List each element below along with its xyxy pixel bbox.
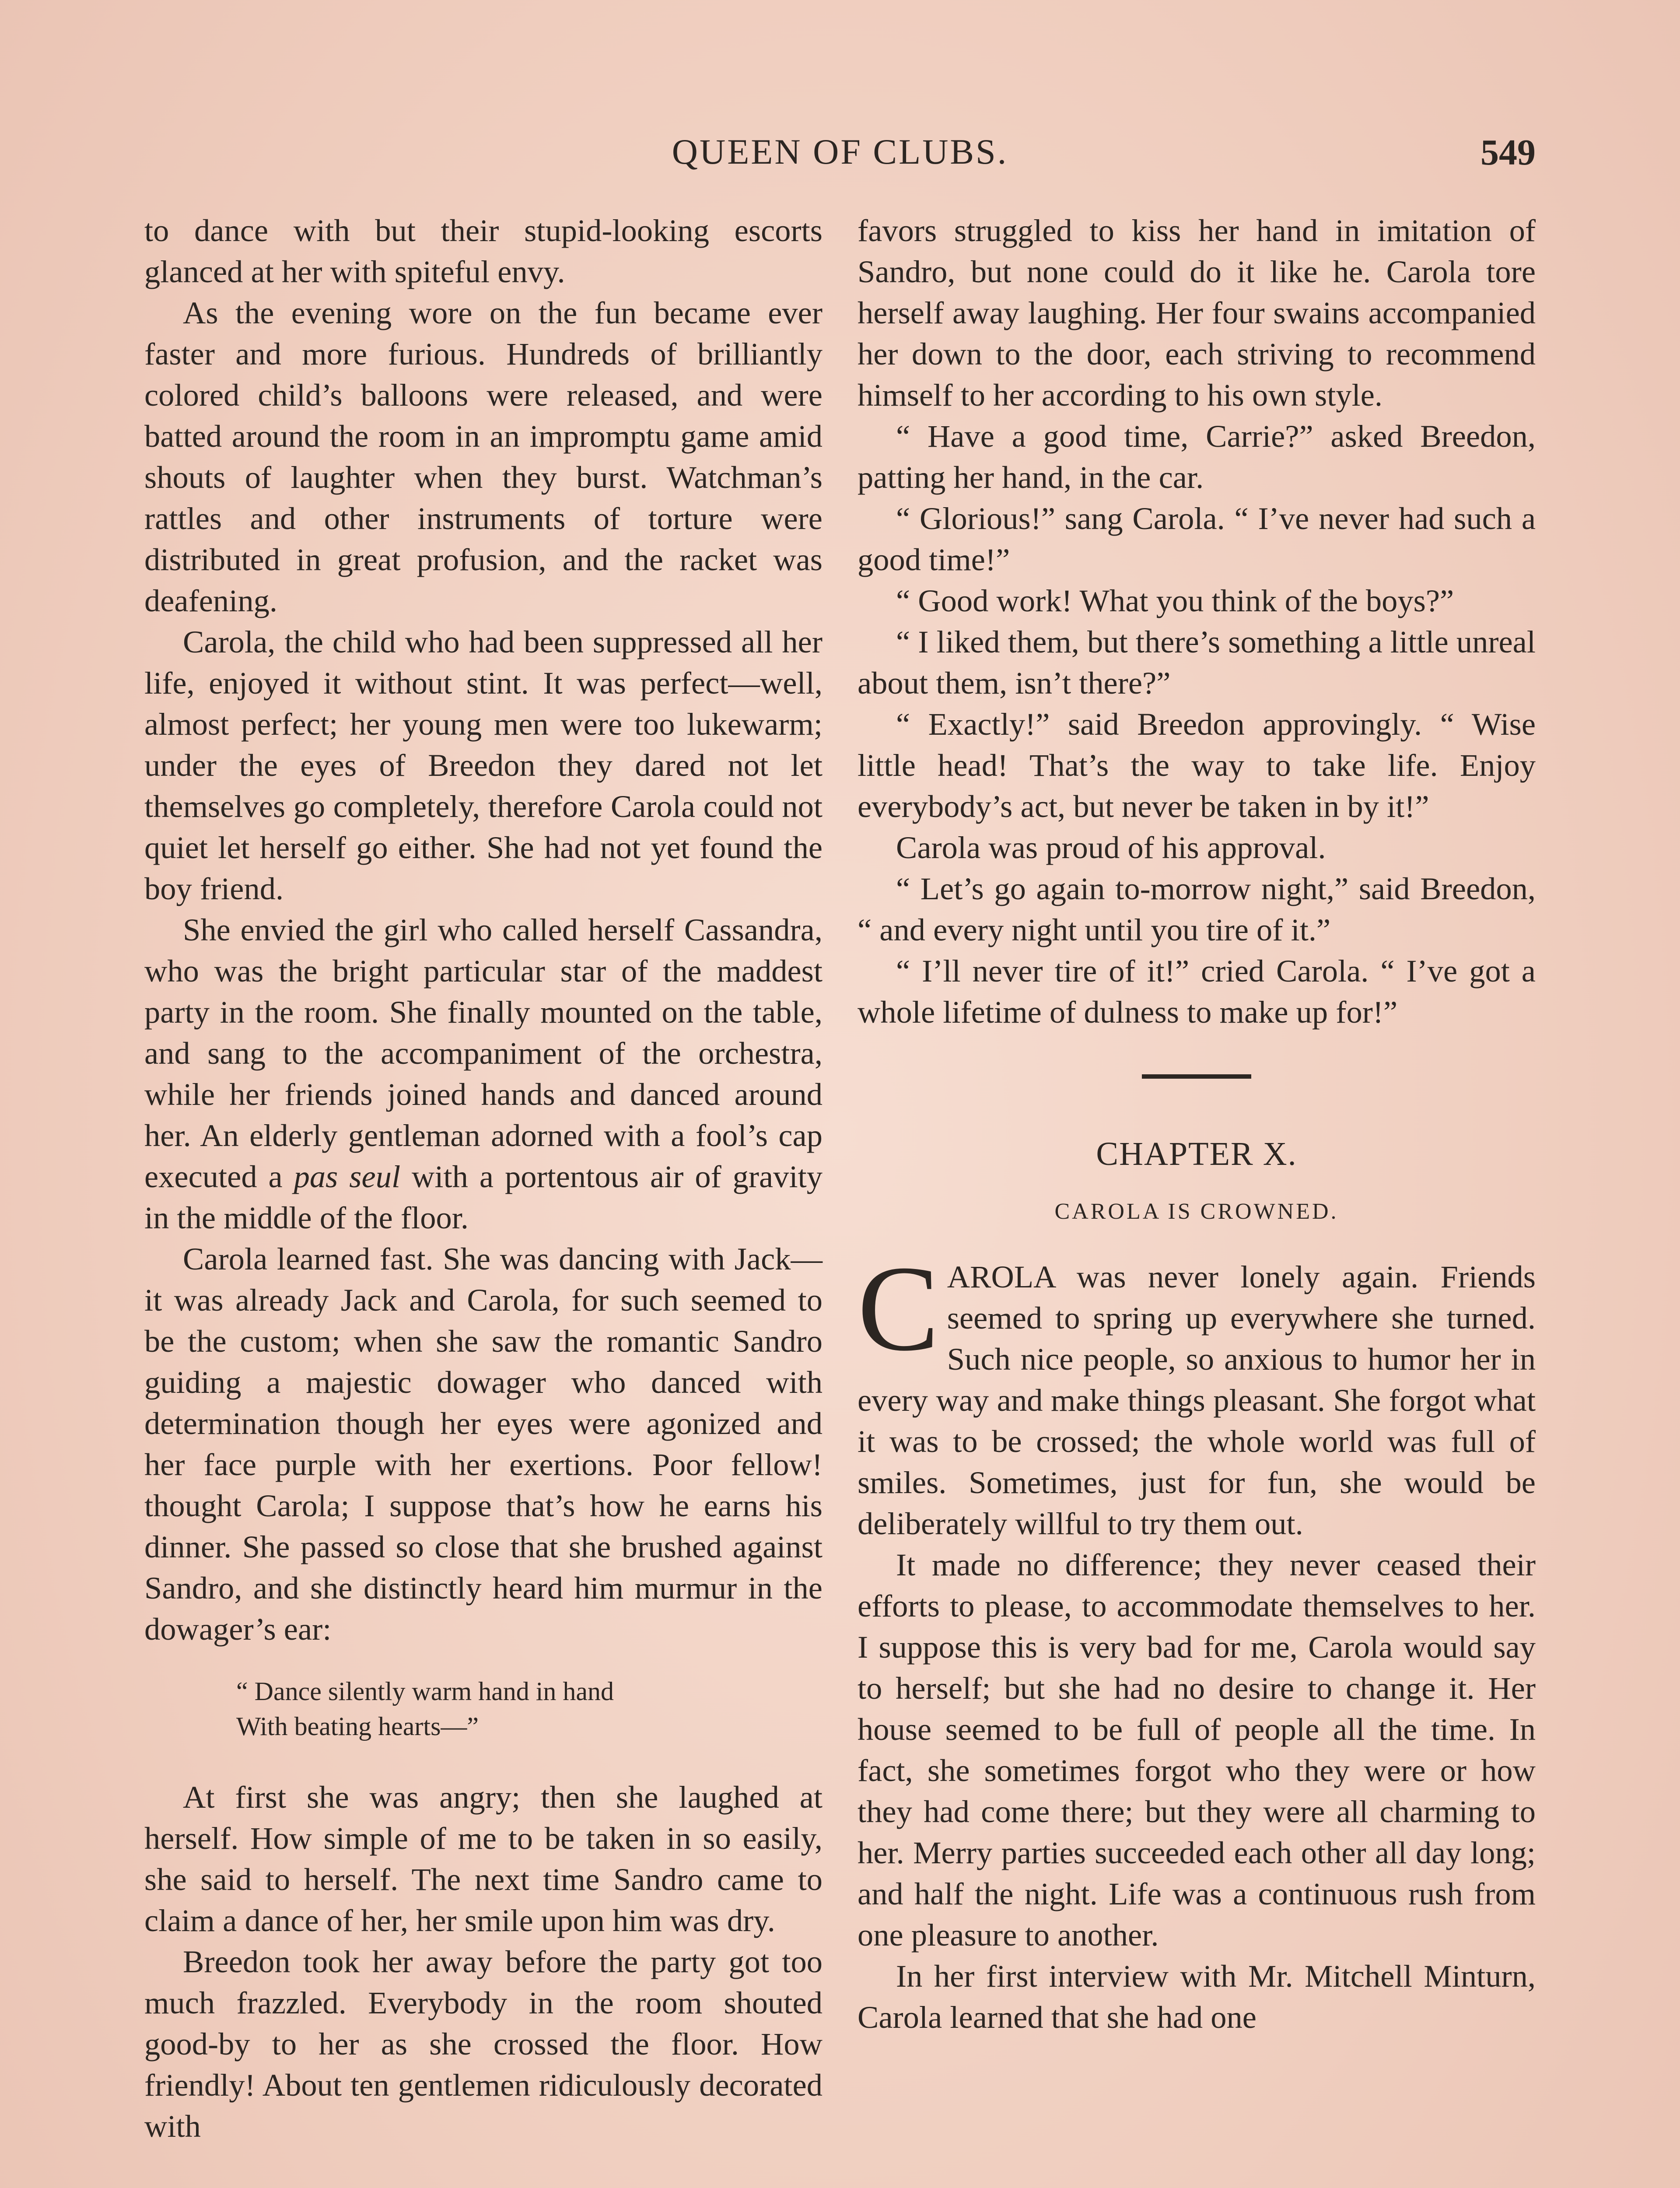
paragraph: “ Have a good time, Carrie?” asked Breedon, patting her hand, in the car. — [858, 418, 1536, 495]
left-column — [144, 210, 822, 2147]
page-number: 549 — [1480, 132, 1536, 173]
paragraph: “ Glorious!” sang Carola. “ I’ve never had such a good time!” — [858, 501, 1536, 577]
paragraph-text: She envied the girl who called herself Cassandra, who was the bright particular star of the maddest party in the room. She finally mounted on the table, and sang to the accompaniment of the orchestra, while her friends joined hands and danced around her. An elderly gentleman adorned with a fool’s cap executed a — [144, 912, 822, 1194]
chapter-opening-paragraph — [858, 1240, 1536, 1544]
paragraph-text: with a portentous air of gravity in the middle of the floor. — [144, 1159, 823, 1235]
paragraph: “ Exactly!” said Breedon approvingly. “ Wise little head! That’s the way to take life. Enjoy everybody’s act, but never be taken in by it!” — [858, 706, 1536, 824]
chapter-title: CHAPTER X. — [1096, 1136, 1297, 1172]
section-divider — [1142, 1074, 1251, 1079]
paragraph: At first she was angry; then she laughed at herself. How simple of me to be taken in so easily, she said to herself. The next time Sandro came to claim a dance of her, her smile upon him was dry. — [144, 1779, 822, 1938]
paragraph: Breedon took her away before the party got too much frazzled. Everybody in the room shouted good-by to her as she crossed the floor. How friendly! About ten gentlemen ridiculously decorated with — [144, 1944, 822, 2144]
verse-quote — [236, 1674, 822, 1744]
paragraph: In her first interview with Mr. Mitchell Minturn, Carola learned that she had one — [858, 1958, 1536, 2035]
small-caps-word: AROLA — [947, 1259, 1055, 1294]
running-title: QUEEN OF CLUBS. — [672, 132, 1008, 172]
paragraph: “ I liked them, but there’s something a little unreal about them, isn’t there?” — [858, 624, 1536, 701]
italic-phrase: pas seul — [294, 1159, 401, 1194]
paragraph: “ Let’s go again to-morrow night,” said Breedon, “ and every night until you tire of it.” — [858, 871, 1536, 947]
paragraph: Carola was proud of his approval. — [896, 830, 1326, 865]
chapter-subtitle: CAROLA IS CROWNED. — [1054, 1199, 1339, 1224]
paragraph: Carola, the child who had been suppressed all her life, enjoyed it without stint. It was perfect—well, almost perfect; her young men were too lukewarm; under the eyes of Breedon they dared not let themselves go completely, therefore Carola could not quiet let herself go either. She had not yet found the boy friend. — [144, 624, 822, 906]
paragraph — [144, 909, 822, 1238]
drop-cap: C — [858, 1240, 939, 1376]
paragraph: to dance with but their stupid-looking escorts glanced at her with spiteful envy. — [144, 213, 822, 289]
verse-line: “ Dance silently warm hand in hand — [236, 1677, 614, 1706]
paragraph: Carola learned fast. She was dancing with Jack—it was already Jack and Carola, for such seemed to be the custom; when she saw the romantic Sandro guiding a majestic dowager who danced with determination though her eyes were agonized and her face purple with her exertions. Poor fellow! thought Carola; I suppose that’s how he earns his dinner. She passed so close that she brushed against Sandro, and she distinctly heard him murmur in the dowager’s ear: — [144, 1241, 822, 1647]
paragraph: “ I’ll never tire of it!” cried Carola. “ I’ve got a whole lifetime of dulness to make up for!” — [858, 953, 1536, 1030]
paragraph: As the evening wore on the fun became ever faster and more furious. Hundreds of brilliantly colored child’s balloons were released, and were batted around the room in an impromptu game amid shouts of laughter when they burst. Watchman’s rattles and other instruments of torture were distributed in great profusion, and the racket was deafening. — [144, 295, 822, 618]
verse-line: With beating hearts—” — [236, 1712, 479, 1741]
paragraph: “ Good work! What you think of the boys?” — [896, 583, 1454, 618]
paragraph: favors struggled to kiss her hand in imitation of Sandro, but none could do it like he. Carola tore herself away laughing. Her four swains accompanied her down to the door, each striving to recommend himself to her according to his own style. — [858, 213, 1536, 413]
paragraph-text: was never lonely again. Friends seemed to spring up everywhere she turned. Such nice people, so anxious to humor her in every way and make things pleasant. She forgot what it was to be crossed; the whole world was full of smiles. Sometimes, just for fun, she would be deliberately willful to try them out. — [858, 1259, 1536, 1541]
paragraph: It made no difference; they never ceased their efforts to please, to accommodate themselves to her. I suppose this is very bad for me, Carola would say to herself; but she had no desire to change it. Her house seemed to be full of people all the time. In fact, she sometimes forgot who they were or how they had come there; but they were all charming to her. Merry parties succeeded each other all day long; and half the night. Life was a continuous rush from one pleasure to another. — [858, 1547, 1536, 1953]
page-header — [144, 131, 1536, 175]
right-column — [858, 210, 1536, 2038]
